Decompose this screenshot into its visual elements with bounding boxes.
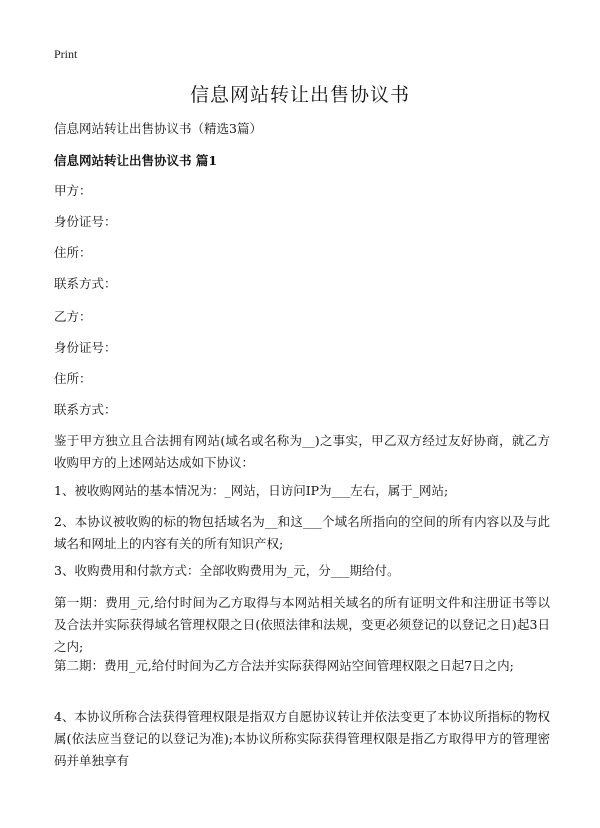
field-address-a: 住所：: [54, 245, 92, 260]
payment-phase-2: 第二期：费用_元,给付时间为乙方合法并实际获得网站空间管理权限之日起7日之内;: [54, 658, 514, 673]
intro-paragraph: 鉴于甲方独立且合法拥有网站(域名或名称为__)之事实，甲乙双方经过友好协商，就乙方收购甲方的上述网站达成如下协议：: [54, 433, 550, 470]
field-contact-b: 联系方式：: [54, 402, 117, 417]
clause-3: 3、收购费用和付款方式：全部收购费用为_元，分___期给付。: [54, 563, 400, 578]
clause-1: 1、被收购网站的基本情况为：_网站，日访问IP为___左右，属于_网站;: [54, 483, 449, 498]
field-party-b: 乙方：: [54, 309, 92, 324]
field-id-a: 身份证号：: [54, 214, 117, 229]
clause-2: 2、本协议被收购的标的物包括域名为__和这___个域名所指向的空间的所有内容以及与此域名和网址上的内容有关的所有知识产权;: [54, 514, 550, 551]
document-subtitle: 信息网站转让出售协议书（精选3篇）: [54, 121, 262, 136]
document-title: 信息网站转让出售协议书: [189, 84, 410, 106]
section-heading: 信息网站转让出售协议书 篇1: [54, 153, 218, 168]
field-contact-a: 联系方式：: [54, 276, 117, 291]
field-id-b: 身份证号：: [54, 340, 117, 355]
field-party-a: 甲方：: [54, 183, 92, 198]
field-address-b: 住所：: [54, 371, 92, 386]
print-link[interactable]: Print: [54, 47, 78, 61]
payment-phase-1: 第一期：费用_元,给付时间为乙方取得与本网站相关域名的所有证明文件和注册证书等以及合法并实际获得域名管理权限之日(依照法律和法规，变更必须登记的以登记之日)起3日之内;: [54, 595, 550, 654]
clause-4: 4、本协议所称合法获得管理权限是指双方自愿协议转让并依法变更了本协议所指标的物权属(依法应当登记的以登记为准);本协议所称实际获得管理权限是指乙方取得甲方的管理密码并单独享有: [54, 709, 550, 768]
